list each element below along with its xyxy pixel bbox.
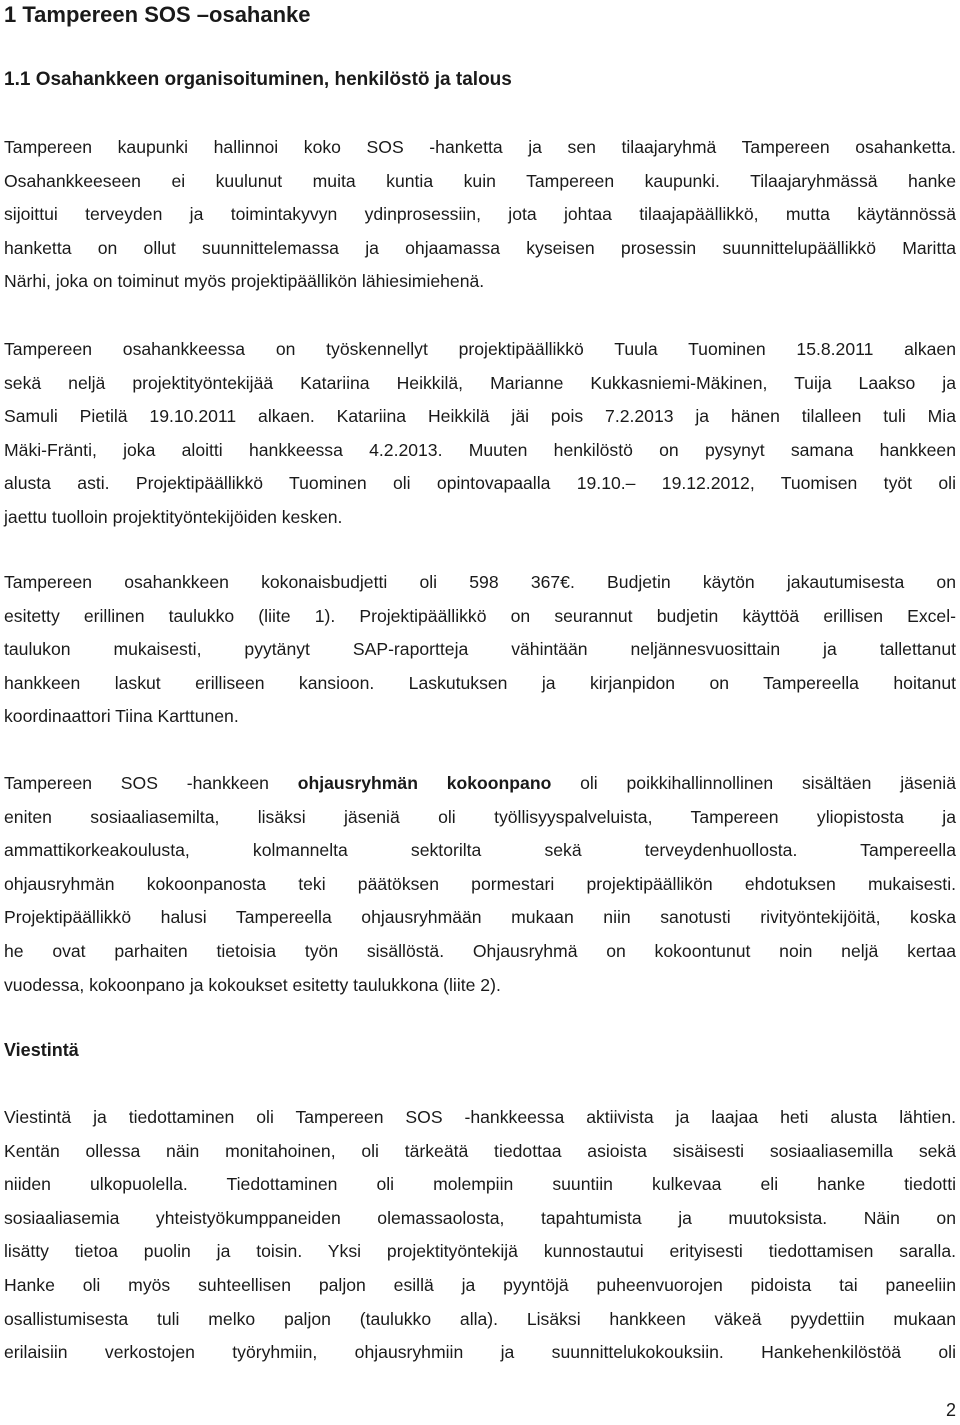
paragraph-administration — [4, 131, 956, 299]
text-line: erilaisiin verkostojen työryhmiin, ohjausryhmiin ja suunnittelukokouksiin. Hankehenkilöstöä oli — [4, 1342, 956, 1363]
text-line: ohjausryhmän kokoonpanosta teki päätöksen pormestari projektipäällikön ehdotuksen mukaisesti. — [4, 873, 956, 894]
paragraph-personnel — [4, 333, 956, 535]
text-segment: oli poikkihallinnollinen sisältäen jäseniä — [551, 773, 956, 793]
text-line: taulukon mukaisesti, pyytänyt SAP-raportteja vähintään neljännesvuosittain ja tallettanut — [4, 639, 956, 660]
text-line: Kentän ollessa näin monitahoinen, oli tärkeätä tiedottaa asioista sisäisesti sosiaaliasemilla sekä — [4, 1140, 956, 1161]
text-line: osallistumisesta tuli melko paljon (taulukko alla). Lisäksi hankkeen väkeä pyydettiin mukaan — [4, 1308, 956, 1329]
text-line: sijoittui terveyden ja toimintakyvyn ydinprosessiin, jota johtaa tilaajapäällikkö, mutta käytännössä — [4, 204, 956, 225]
text-line: Tampereen osahankkeessa on työskennellyt projektipäällikkö Tuula Tuominen 15.8.2011 alkaen — [4, 339, 956, 359]
text-line: hankkeen laskut erilliseen kansioon. Laskutuksen ja kirjanpidon on Tampereella hoitanut — [4, 672, 956, 693]
text-line: Samuli Pietilä 19.10.2011 alkaen. Katariina Heikkilä jäi pois 7.2.2013 ja hänen tilalleen tuli Mia — [4, 406, 956, 427]
text-segment: Tampereen SOS -hankkeen — [4, 773, 298, 793]
text-line: vuodessa, kokoonpano ja kokoukset esitetty taulukkona (liite 2). — [4, 974, 501, 995]
text-line: alusta asti. Projektipäällikkö Tuominen oli opintovapaalla 19.10.– 19.12.2012, Tuomisen työt oli — [4, 473, 956, 494]
text-line: niiden ulkopuolella. Tiedottaminen oli molempiin suuntiin kulkevaa eli hanke tiedotti — [4, 1174, 956, 1195]
text-line: eniten sosiaaliasemilta, lisäksi jäseniä oli työllisyyspalveluista, Tampereen yliopistosta ja — [4, 806, 956, 827]
text-line: ammattikorkeakoulusta, kolmannelta sektorilta sekä terveydenhuollosta. Tampereella — [4, 840, 956, 861]
paragraph-budget — [4, 566, 956, 734]
text-line: Närhi, joka on toiminut myös projektipäällikön lähiesimiehenä. — [4, 271, 485, 292]
text-line: sosiaaliasemia yhteistyökumppaneiden olemassaolosta, tapahtumista ja muutoksista. Näin on — [4, 1207, 956, 1228]
text-line: hanketta on ollut suunnittelemassa ja ohjaamassa kyseisen prosessin suunnittelupäällikkö Maritta — [4, 237, 956, 258]
text-line: Viestintä ja tiedottaminen oli Tampereen SOS -hankkeessa aktiivista ja laajaa heti alusta lähtien. — [4, 1107, 956, 1127]
paragraph-communication — [4, 1101, 956, 1370]
subheading-viestinta: Viestintä — [4, 1040, 79, 1060]
text-line: he ovat parhaiten tietoisia työn sisällöstä. Ohjausryhmä on kokoontunut noin neljä kertaa — [4, 940, 956, 961]
text-line: Hanke oli myös suhteellisen paljon esillä ja pyyntöjä puheenvuorojen pidoista tai paneeliin — [4, 1274, 956, 1295]
text-line: Tampereen kaupunki hallinnoi koko SOS -hanketta ja sen tilaajaryhmä Tampereen osahanketta. — [4, 137, 956, 157]
paragraph-steering-group — [4, 767, 956, 1002]
text-line: lisätty tietoa puolin ja toisin. Yksi projektityöntekijä kunnostautui erityisesti tiedottamisen saralla. — [4, 1241, 956, 1262]
section-heading: 1.1 Osahankkeen organisoituminen, henkilöstö ja talous — [4, 69, 512, 90]
chapter-heading: 1 Tampereen SOS –osahanke — [4, 2, 311, 27]
text-line: Mäki-Fränti, joka aloitti hankkeessa 4.2.2013. Muuten henkilöstö on pysynyt samana hankkeen — [4, 439, 956, 460]
text-line: esitetty erillinen taulukko (liite 1). Projektipäällikkö on seurannut budjetin käyttöä erillisen Excel- — [4, 605, 956, 626]
text-line: jaettu tuolloin projektityöntekijöiden kesken. — [4, 506, 343, 527]
page-number: 2 — [945, 1400, 956, 1420]
bold-term: ohjausryhmän kokoonpano — [297, 773, 552, 793]
text-line: Osahankkeeseen ei kuulunut muita kuntia kuin Tampereen kaupunki. Tilaajaryhmässä hanke — [4, 170, 956, 191]
text-line: koordinaattori Tiina Karttunen. — [4, 706, 239, 727]
text-line: Tampereen osahankkeen kokonaisbudjetti oli 598 367€. Budjetin käytön jakautumisesta on — [4, 572, 956, 592]
text-line: sekä neljä projektityöntekijää Katariina Heikkilä, Marianne Kukkasniemi-Mäkinen, Tuija Laakso ja — [4, 372, 956, 393]
text-line: Projektipäällikkö halusi Tampereella ohjausryhmään mukaan niin sanotusti rivityöntekijöitä, koska — [4, 907, 956, 928]
text-line — [4, 767, 956, 801]
